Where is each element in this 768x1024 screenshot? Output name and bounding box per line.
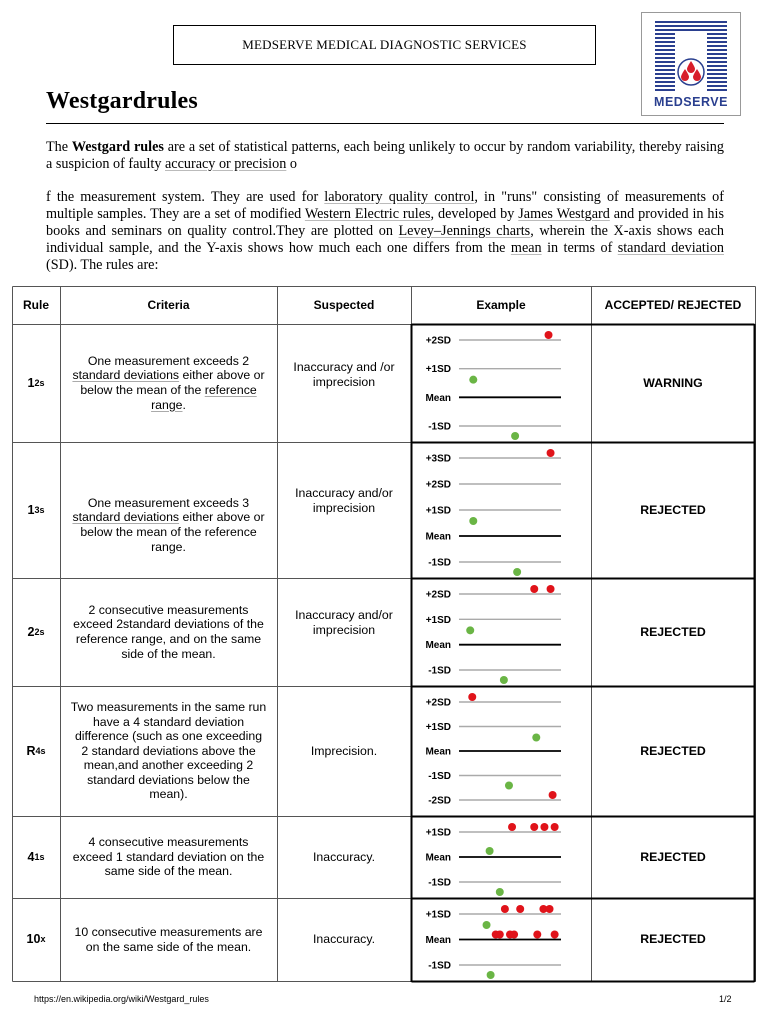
chart-level-label: +2SD (425, 697, 451, 709)
out-of-control-point (496, 931, 504, 939)
out-of-control-point (549, 791, 557, 799)
out-of-control-point (545, 331, 553, 339)
chart-level-label: +1SD (425, 505, 451, 517)
title-divider (46, 123, 724, 124)
intro-paragraph-1: The Westgard rules are a set of statistical patterns, each being unlikely to occur by random variability, thereby raising a suspicion of faulty accuracy or precision o (46, 139, 724, 172)
levey-jennings-link[interactable]: Levey–Jennings charts (398, 223, 531, 239)
rule-example-chart (411, 898, 591, 981)
chart-level-label: -1SD (428, 557, 451, 569)
in-control-point (466, 626, 474, 634)
rule-name (12, 442, 60, 578)
rule-example-chart (411, 578, 591, 686)
rule-criteria: 4 consecutive measurements exceed 1 standard deviation on the same side of the mean. (72, 835, 265, 879)
chart-level-label: +2SD (425, 589, 451, 601)
chart-level-label: +1SD (425, 722, 451, 733)
header-criteria: Criteria (147, 297, 190, 312)
rule-status: REJECTED (640, 932, 706, 947)
source-url[interactable]: https://en.wikipedia.org/wiki/Westgard_rules (34, 994, 209, 1004)
chart-level-label: -1SD (428, 665, 451, 677)
in-control-point (487, 971, 495, 979)
lab-quality-control-link[interactable]: laboratory quality control (324, 189, 475, 205)
criteria-link[interactable]: standard deviations (72, 368, 180, 383)
levey-jennings-chart (411, 816, 591, 898)
levey-jennings-chart (411, 578, 591, 686)
rule-main: 1 (27, 375, 35, 390)
logo-text: MEDSERVE (654, 95, 728, 109)
rule-main: 4 (27, 849, 35, 864)
levey-jennings-chart (411, 442, 591, 578)
rule-status: REJECTED (640, 624, 706, 639)
company-name: MEDSERVE MEDICAL DIAGNOSTIC SERVICES (242, 37, 527, 52)
page-number: 1/2 (719, 994, 732, 1004)
rule-criteria: Two measurements in the same run have a 4 standard deviation difference (such as one exceeding 2 standard deviations above the mean,and another exceeding 2 standard deviations below the mean). (70, 699, 267, 802)
rule-main: 10 (26, 932, 41, 947)
out-of-control-point (551, 931, 559, 939)
header-rule: Rule (22, 297, 49, 312)
chart-level-label: +3SD (425, 453, 451, 465)
rule-subscript: 1s (34, 851, 45, 862)
chart-level-label: Mean (425, 531, 451, 543)
chart-level-label: -1SD (428, 771, 451, 782)
rule-main: R (26, 743, 36, 758)
chart-level-label: Mean (425, 852, 451, 864)
levey-jennings-chart (411, 324, 591, 442)
rule-suspected: Inaccuracy and/or imprecision (295, 486, 393, 515)
chart-level-label: Mean (425, 935, 451, 946)
rule-subscript: 2s (34, 377, 45, 388)
out-of-control-point (533, 931, 541, 939)
rule-criteria: 2 consecutive measurements exceed 2standard deviations of the reference range, and on the same side of the mean. (73, 602, 264, 661)
rule-criteria: One measurement exceeds 3 standard deviations either above or below the mean of the reference range. (72, 495, 265, 554)
header-status: ACCEPTED/ REJECTED (604, 297, 742, 312)
chart-level-label: -1SD (428, 877, 451, 889)
chart-level-label: Mean (425, 392, 451, 404)
out-of-control-point (551, 823, 559, 831)
out-of-control-point (468, 693, 476, 701)
rule-name (12, 578, 60, 686)
in-control-point (532, 734, 540, 742)
rule-criteria: One measurement exceeds 2 standard deviations either above or below the mean of the reference range. (72, 353, 265, 412)
medserve-logo (641, 12, 741, 116)
in-control-point (505, 782, 513, 790)
chart-level-label: Mean (425, 640, 451, 652)
out-of-control-point (530, 585, 538, 593)
intro-paragraph-2: f the measurement system. They are used for laboratory quality control, in "runs" consisting of measurements of multiple samples. They are a set of modified Western Electric rules, developed by James Westgard and provided in his books and seminars on quality control.They are plotted on Levey–Jennings charts, wherein the X-axis shows each individual sample, and the Y-axis shows how much each one differs from the mean in terms of standard deviation (SD). The rules are: (46, 189, 725, 273)
in-control-point (496, 888, 504, 896)
rule-criteria: 10 consecutive measurements are on the same side of the mean. (74, 924, 263, 954)
rule-suspected: Inaccuracy. (313, 932, 375, 947)
chart-level-label: +2SD (425, 335, 451, 347)
header-example: Example (476, 297, 526, 312)
in-control-point (486, 847, 494, 855)
accuracy-precision-link[interactable]: accuracy or precision (165, 156, 287, 172)
header-suspected: Suspected (313, 297, 375, 312)
rule-subscript: 2s (34, 626, 45, 637)
chart-level-label: +1SD (425, 909, 451, 921)
rule-example-chart (411, 816, 591, 898)
rule-name (12, 324, 60, 442)
out-of-control-point (508, 823, 516, 831)
rule-subscript: 4s (35, 745, 46, 756)
rule-suspected: Inaccuracy. (313, 849, 375, 864)
out-of-control-point (540, 823, 548, 831)
rule-example-chart (411, 324, 591, 442)
rule-name (12, 686, 60, 816)
rule-main: 2 (27, 624, 35, 639)
rule-status: REJECTED (640, 849, 706, 864)
out-of-control-point (530, 823, 538, 831)
chart-level-label: +2SD (425, 479, 451, 491)
rule-status: REJECTED (640, 502, 706, 517)
rule-suspected: Imprecision. (310, 743, 378, 758)
rule-subscript: 3s (34, 504, 45, 515)
chart-level-label: +1SD (425, 614, 451, 626)
in-control-point (500, 676, 508, 684)
james-westgard-link[interactable]: James Westgard (518, 206, 610, 222)
levey-jennings-chart (411, 898, 591, 981)
levey-jennings-chart (411, 686, 591, 816)
in-control-point (469, 376, 477, 384)
in-control-point (511, 432, 519, 440)
page-title: Westgardrules (46, 88, 198, 114)
chart-level-label: -2SD (428, 795, 451, 807)
rule-name (12, 898, 60, 981)
rule-name (12, 816, 60, 898)
out-of-control-point (510, 931, 518, 939)
western-electric-rules-link[interactable]: Western Electric rules (304, 206, 431, 222)
standard-deviation-link[interactable]: standard deviation (617, 240, 725, 256)
out-of-control-point (547, 449, 555, 457)
criteria-link[interactable]: standard deviations (72, 510, 180, 525)
rule-example-chart (411, 442, 591, 578)
rule-suspected: Inaccuracy and /or imprecision (293, 360, 395, 389)
chart-level-label: -1SD (428, 960, 451, 972)
chart-level-label: +1SD (425, 827, 451, 839)
rule-subscript: x (40, 934, 46, 945)
out-of-control-point (501, 905, 509, 913)
chart-level-label: +1SD (425, 364, 451, 376)
company-header (173, 25, 596, 65)
rule-main: 1 (27, 502, 35, 517)
criteria-link-2[interactable]: reference range (151, 383, 257, 412)
out-of-control-point (516, 905, 524, 913)
rule-suspected: Inaccuracy and/or imprecision (295, 608, 393, 637)
rule-status: WARNING (643, 375, 703, 390)
chart-level-label: -1SD (428, 421, 451, 433)
in-control-point (513, 568, 521, 576)
rule-status: REJECTED (640, 743, 706, 758)
mean-link[interactable]: mean (510, 240, 542, 256)
westgard-rules-term: Westgard rules (71, 139, 164, 155)
rule-example-chart (411, 686, 591, 816)
out-of-control-point (547, 585, 555, 593)
out-of-control-point (546, 905, 554, 913)
in-control-point (483, 921, 491, 929)
chart-level-label: Mean (425, 746, 451, 758)
in-control-point (469, 517, 477, 525)
